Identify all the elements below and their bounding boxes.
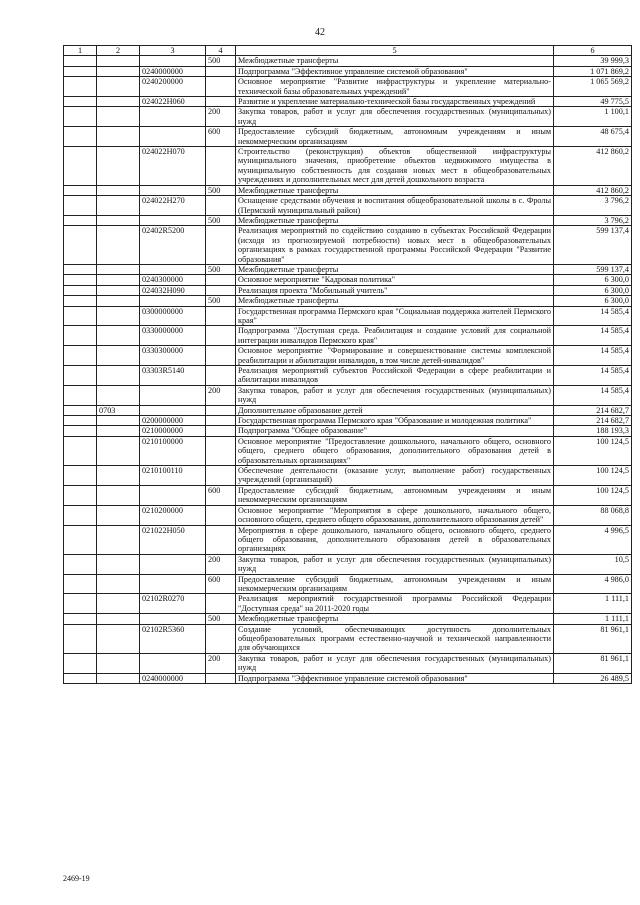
cell-description: Закупка товаров, работ и услуг для обеспечения государственных (муниципальных) нужд (236, 554, 554, 574)
cell-description: Обеспечение деятельности (оказание услуг, выполнение работ) государственных учреждений (организаций) (236, 466, 554, 486)
cell-expense-type (206, 466, 236, 486)
cell-description: Закупка товаров, работ и услуг для обеспечения государственных (муниципальных) нужд (236, 107, 554, 127)
column-header-2: 2 (97, 46, 140, 56)
cell-target-article: 0240000000 (140, 66, 206, 76)
cell-col-1 (64, 56, 97, 66)
cell-description: Предоставление субсидий бюджетным, автономным учреждениям и иным некоммерческим организациям (236, 127, 554, 147)
table-row (64, 196, 632, 216)
cell-target-article (140, 264, 206, 274)
cell-expense-type (206, 366, 236, 386)
cell-expense-type: 500 (206, 56, 236, 66)
table-row (64, 624, 632, 653)
table-row (64, 147, 632, 186)
table-row (64, 77, 632, 97)
cell-code-section (97, 624, 140, 653)
cell-amount: 100 124,5 (554, 485, 632, 505)
cell-description: Подпрограмма "Доступная среда. Реабилитация и создание условий для социальной интеграции инвалидов Пермского края" (236, 326, 554, 346)
cell-code-section (97, 97, 140, 107)
cell-target-article: 0200000000 (140, 416, 206, 426)
cell-expense-type (206, 436, 236, 465)
table-row (64, 185, 632, 195)
cell-target-article: 0300000000 (140, 306, 206, 326)
cell-col-1 (64, 436, 97, 465)
cell-expense-type (206, 226, 236, 265)
cell-target-article (140, 296, 206, 306)
table-row (64, 525, 632, 554)
cell-target-article: 024032Н090 (140, 285, 206, 295)
cell-amount: 4 996,5 (554, 525, 632, 554)
cell-target-article: 03303R5140 (140, 366, 206, 386)
table-row (64, 485, 632, 505)
cell-code-section (97, 77, 140, 97)
cell-target-article: 0210100000 (140, 436, 206, 465)
cell-description: Государственная программа Пермского края "Социальная поддержка жителей Пермского края" (236, 306, 554, 326)
cell-target-article (140, 56, 206, 66)
cell-amount: 4 986,0 (554, 574, 632, 594)
footer-document-code: 2469-19 (63, 874, 90, 883)
cell-target-article: 0240200000 (140, 77, 206, 97)
table-row (64, 614, 632, 624)
cell-code-section (97, 306, 140, 326)
cell-target-article (140, 554, 206, 574)
cell-expense-type (206, 416, 236, 426)
cell-amount: 1 111,1 (554, 614, 632, 624)
cell-description: Закупка товаров, работ и услуг для обеспечения государственных (муниципальных) нужд (236, 385, 554, 405)
cell-target-article (140, 127, 206, 147)
table-body (64, 56, 632, 684)
cell-amount: 1 111,1 (554, 594, 632, 614)
table-row (64, 107, 632, 127)
cell-description: Межбюджетные трансферты (236, 185, 554, 195)
cell-target-article (140, 405, 206, 415)
cell-col-1 (64, 614, 97, 624)
cell-description: Создание условий, обеспечивающих доступность дополнительных общеобразовательных программ естественно-научной и технической направленности для обучающихся (236, 624, 554, 653)
cell-description: Подпрограмма "Общее образование" (236, 426, 554, 436)
table-row (64, 554, 632, 574)
table-row (64, 653, 632, 673)
cell-col-1 (64, 405, 97, 415)
cell-col-1 (64, 466, 97, 486)
cell-target-article: 0210000000 (140, 426, 206, 436)
cell-col-1 (64, 624, 97, 653)
cell-target-article (140, 485, 206, 505)
cell-expense-type: 200 (206, 385, 236, 405)
cell-description: Предоставление субсидий бюджетным, автономным учреждениям и иным некоммерческим организациям (236, 574, 554, 594)
cell-col-1 (64, 226, 97, 265)
column-header-1: 1 (64, 46, 97, 56)
cell-col-1 (64, 326, 97, 346)
page-number: 42 (315, 27, 325, 38)
cell-col-1 (64, 653, 97, 673)
cell-description: Оснащение средствами обучения и воспитания общеобразовательной школы в с. Фролы (Пермский муниципальный район) (236, 196, 554, 216)
cell-amount: 6 300,0 (554, 275, 632, 285)
table-row (64, 505, 632, 525)
cell-code-section (97, 275, 140, 285)
table-row (64, 306, 632, 326)
cell-expense-type (206, 275, 236, 285)
column-header-5: 5 (236, 46, 554, 56)
table-row (64, 97, 632, 107)
cell-amount: 49 775,5 (554, 97, 632, 107)
cell-code-section (97, 226, 140, 265)
cell-target-article: 02102R0270 (140, 594, 206, 614)
table-row (64, 466, 632, 486)
cell-target-article: 024022Н270 (140, 196, 206, 216)
cell-col-1 (64, 185, 97, 195)
table-row (64, 416, 632, 426)
cell-col-1 (64, 554, 97, 574)
cell-expense-type: 500 (206, 264, 236, 274)
cell-description: Межбюджетные трансферты (236, 264, 554, 274)
cell-col-1 (64, 264, 97, 274)
cell-expense-type (206, 66, 236, 76)
cell-amount: 214 682,7 (554, 416, 632, 426)
cell-col-1 (64, 574, 97, 594)
cell-col-1 (64, 346, 97, 366)
cell-description: Государственная программа Пермского края "Образование и молодежная политика" (236, 416, 554, 426)
cell-amount: 6 300,0 (554, 296, 632, 306)
cell-expense-type: 500 (206, 296, 236, 306)
cell-description: Реализация мероприятий по содействию созданию в субъектах Российской Федерации (исходя из прогнозируемой потребности) новых мест в общеобразовательных организациях в рамках государственной программы Российской Федерации "Развитие образования" (236, 226, 554, 265)
table-header-row (64, 46, 632, 56)
cell-target-article (140, 107, 206, 127)
cell-description: Предоставление субсидий бюджетным, автономным учреждениям и иным некоммерческим организациям (236, 485, 554, 505)
table-row (64, 226, 632, 265)
cell-amount: 10,5 (554, 554, 632, 574)
cell-target-article: 0330000000 (140, 326, 206, 346)
cell-amount: 6 300,0 (554, 285, 632, 295)
cell-expense-type (206, 673, 236, 683)
column-header-4: 4 (206, 46, 236, 56)
table-row (64, 436, 632, 465)
cell-target-article (140, 574, 206, 594)
table-row (64, 426, 632, 436)
cell-amount: 14 585,4 (554, 366, 632, 386)
cell-amount: 599 137,4 (554, 226, 632, 265)
cell-code-section (97, 436, 140, 465)
cell-target-article: 024022Н060 (140, 97, 206, 107)
cell-expense-type (206, 97, 236, 107)
cell-description: Основное мероприятие "Кадровая политика" (236, 275, 554, 285)
cell-code-section (97, 416, 140, 426)
cell-target-article: 0330300000 (140, 346, 206, 366)
cell-expense-type: 600 (206, 485, 236, 505)
cell-target-article: 02402R5200 (140, 226, 206, 265)
cell-amount: 100 124,5 (554, 436, 632, 465)
cell-expense-type: 500 (206, 215, 236, 225)
cell-col-1 (64, 77, 97, 97)
cell-col-1 (64, 426, 97, 436)
column-header-3: 3 (140, 46, 206, 56)
cell-description: Межбюджетные трансферты (236, 614, 554, 624)
cell-code-section (97, 574, 140, 594)
cell-description: Основное мероприятие "Формирование и совершенствование системы комплексной реабилитации и абилитации инвалидов, в том числе детей-инвалидов" (236, 346, 554, 366)
cell-col-1 (64, 196, 97, 216)
cell-col-1 (64, 673, 97, 683)
cell-code-section (97, 56, 140, 66)
cell-code-section (97, 614, 140, 624)
cell-description: Основное мероприятие "Развитие инфраструктуры и укрепление материально-технической базы образовательных учреждений" (236, 77, 554, 97)
cell-amount: 48 675,4 (554, 127, 632, 147)
cell-target-article: 0240300000 (140, 275, 206, 285)
cell-expense-type (206, 594, 236, 614)
cell-expense-type (206, 306, 236, 326)
cell-amount: 14 585,4 (554, 385, 632, 405)
cell-col-1 (64, 107, 97, 127)
table-row (64, 366, 632, 386)
cell-target-article: 0210100110 (140, 466, 206, 486)
cell-col-1 (64, 296, 97, 306)
cell-description: Реализация мероприятий субъектов Российской Федерации в сфере реабилитации и абилитации инвалидов (236, 366, 554, 386)
cell-code-section (97, 326, 140, 346)
cell-amount: 81 961,1 (554, 653, 632, 673)
cell-expense-type: 600 (206, 574, 236, 594)
cell-code-section (97, 66, 140, 76)
table-row (64, 127, 632, 147)
cell-expense-type (206, 77, 236, 97)
table-row (64, 385, 632, 405)
table-row (64, 66, 632, 76)
cell-expense-type (206, 624, 236, 653)
cell-code-section (97, 196, 140, 216)
cell-expense-type: 200 (206, 107, 236, 127)
column-header-6: 6 (554, 46, 632, 56)
cell-amount: 14 585,4 (554, 306, 632, 326)
cell-amount: 1 100,1 (554, 107, 632, 127)
cell-col-1 (64, 127, 97, 147)
cell-amount: 3 796,2 (554, 196, 632, 216)
cell-description: Межбюджетные трансферты (236, 56, 554, 66)
cell-target-article: 024022Н070 (140, 147, 206, 186)
cell-amount: 14 585,4 (554, 346, 632, 366)
cell-amount: 412 860,2 (554, 185, 632, 195)
cell-code-section (97, 653, 140, 673)
cell-col-1 (64, 285, 97, 295)
cell-col-1 (64, 505, 97, 525)
cell-description: Подпрограмма "Эффективное управление системой образования" (236, 66, 554, 76)
cell-code-section (97, 185, 140, 195)
cell-expense-type (206, 525, 236, 554)
cell-col-1 (64, 97, 97, 107)
budget-table (63, 45, 632, 684)
cell-code-section (97, 296, 140, 306)
cell-col-1 (64, 485, 97, 505)
cell-target-article: 02102R5360 (140, 624, 206, 653)
cell-code-section (97, 466, 140, 486)
cell-code-section (97, 264, 140, 274)
cell-amount: 1 071 869,2 (554, 66, 632, 76)
cell-code-section (97, 485, 140, 505)
cell-code-section: 0703 (97, 405, 140, 415)
table-row (64, 346, 632, 366)
cell-code-section (97, 366, 140, 386)
cell-col-1 (64, 385, 97, 405)
cell-code-section (97, 346, 140, 366)
cell-col-1 (64, 147, 97, 186)
cell-description: Мероприятия в сфере дошкольного, начального общего, основного общего, среднего общего образования, дополнительного образования детей в образовательных организациях (236, 525, 554, 554)
cell-target-article (140, 215, 206, 225)
cell-col-1 (64, 594, 97, 614)
budget-table-container (63, 45, 631, 684)
cell-target-article: 021022Н050 (140, 525, 206, 554)
cell-col-1 (64, 66, 97, 76)
table-row (64, 275, 632, 285)
cell-amount: 412 860,2 (554, 147, 632, 186)
cell-col-1 (64, 306, 97, 326)
cell-target-article (140, 614, 206, 624)
cell-target-article (140, 185, 206, 195)
cell-description: Подпрограмма "Эффективное управление системой образования" (236, 673, 554, 683)
table-row (64, 574, 632, 594)
cell-expense-type (206, 147, 236, 186)
cell-code-section (97, 127, 140, 147)
cell-expense-type: 200 (206, 554, 236, 574)
cell-description: Реализация мероприятий государственной программы Российской Федерации "Доступная среда" на 2011-2020 годы (236, 594, 554, 614)
cell-description: Основное мероприятие "Мероприятия в сфере дошкольного, начального общего, основного общего, среднего общего образования, дополнительного образования детей" (236, 505, 554, 525)
cell-target-article (140, 653, 206, 673)
cell-amount: 599 137,4 (554, 264, 632, 274)
cell-expense-type: 600 (206, 127, 236, 147)
cell-col-1 (64, 366, 97, 386)
cell-expense-type (206, 405, 236, 415)
cell-expense-type: 200 (206, 653, 236, 673)
cell-col-1 (64, 416, 97, 426)
cell-amount: 188 193,3 (554, 426, 632, 436)
cell-expense-type (206, 326, 236, 346)
cell-target-article (140, 385, 206, 405)
cell-amount: 39 999,3 (554, 56, 632, 66)
cell-code-section (97, 505, 140, 525)
cell-target-article: 0240000000 (140, 673, 206, 683)
cell-expense-type (206, 426, 236, 436)
cell-code-section (97, 525, 140, 554)
cell-expense-type (206, 346, 236, 366)
cell-col-1 (64, 215, 97, 225)
cell-description: Реализация проекта "Мобильный учитель" (236, 285, 554, 295)
cell-amount: 1 065 569,2 (554, 77, 632, 97)
cell-description: Развитие и укрепление материально-технической базы государственных учреждений (236, 97, 554, 107)
cell-amount: 88 068,8 (554, 505, 632, 525)
cell-code-section (97, 147, 140, 186)
cell-expense-type (206, 285, 236, 295)
cell-expense-type (206, 505, 236, 525)
cell-amount: 26 489,5 (554, 673, 632, 683)
table-row (64, 296, 632, 306)
cell-code-section (97, 594, 140, 614)
table-row (64, 326, 632, 346)
cell-code-section (97, 215, 140, 225)
table-row (64, 215, 632, 225)
cell-code-section (97, 673, 140, 683)
table-row (64, 594, 632, 614)
cell-expense-type: 500 (206, 614, 236, 624)
cell-col-1 (64, 275, 97, 285)
cell-target-article: 0210200000 (140, 505, 206, 525)
cell-code-section (97, 554, 140, 574)
cell-amount: 214 682,7 (554, 405, 632, 415)
cell-code-section (97, 426, 140, 436)
cell-code-section (97, 285, 140, 295)
cell-code-section (97, 107, 140, 127)
cell-expense-type: 500 (206, 185, 236, 195)
table-row (64, 264, 632, 274)
cell-code-section (97, 385, 140, 405)
cell-description: Дополнительное образование детей (236, 405, 554, 415)
cell-amount: 100 124,5 (554, 466, 632, 486)
cell-amount: 81 961,1 (554, 624, 632, 653)
cell-description: Межбюджетные трансферты (236, 215, 554, 225)
cell-description: Основное мероприятие "Предоставление дошкольного, начального общего, основного общего, среднего общего образования, дополнительного образования детей в образовательных организациях" (236, 436, 554, 465)
cell-description: Закупка товаров, работ и услуг для обеспечения государственных (муниципальных) нужд (236, 653, 554, 673)
table-row (64, 673, 632, 683)
table-row (64, 405, 632, 415)
cell-expense-type (206, 196, 236, 216)
table-row (64, 56, 632, 66)
cell-amount: 14 585,4 (554, 326, 632, 346)
cell-description: Межбюджетные трансферты (236, 296, 554, 306)
cell-amount: 3 796,2 (554, 215, 632, 225)
table-row (64, 285, 632, 295)
cell-description: Строительство (реконструкция) объектов общественной инфраструктуры муниципального значения, приобретение объектов недвижимого имущества в муниципальную собственность для создания новых мест в общеобразовательных учреждениях и дополнительных мест для детей дошкольного возраста (236, 147, 554, 186)
cell-col-1 (64, 525, 97, 554)
